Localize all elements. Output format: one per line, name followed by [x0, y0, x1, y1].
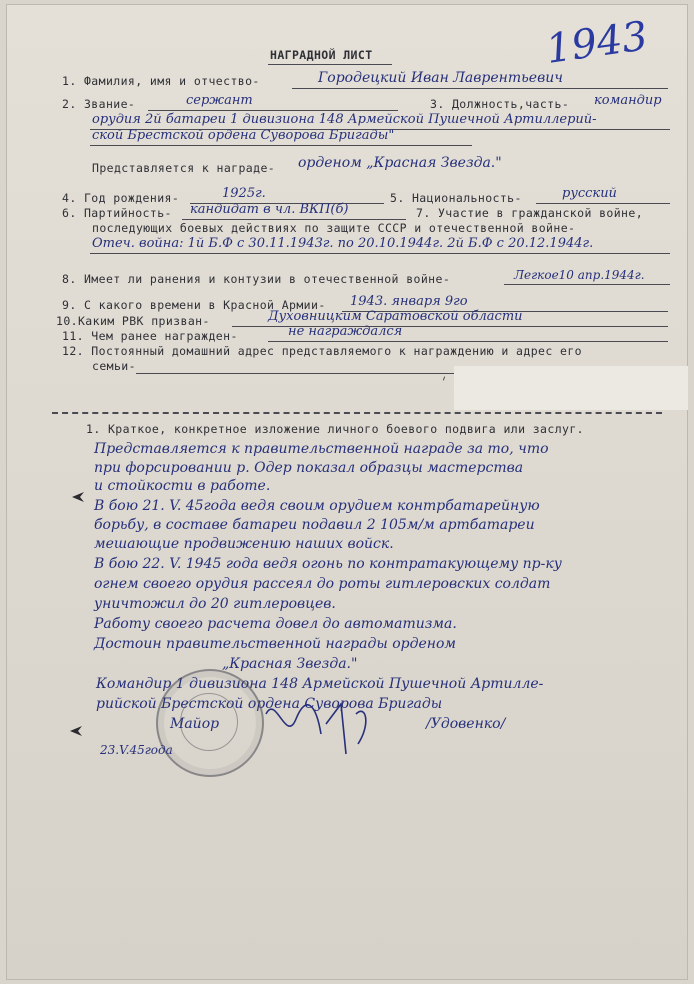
body-line-3: и стойкости в работе.: [94, 478, 271, 494]
section-divider: [52, 412, 662, 414]
blank-area: [454, 366, 688, 410]
field-1-label: 1. Фамилия, имя и отчество-: [62, 74, 260, 88]
body-line-8: огнем своего орудия рассеял до роты гитлеровских солдат: [94, 576, 551, 592]
award-value: орденом „Красная Звезда.": [298, 155, 502, 171]
document-title: НАГРАДНОЙ ЛИСТ: [270, 48, 373, 62]
field-3-cont-2: ской Брестской ордена Суворова Бригады": [92, 128, 395, 143]
field-7-line-2: последующих боевых действиях по защите СССР и отечественной войне-: [92, 221, 576, 235]
field-4-label: 4. Год рождения-: [62, 191, 180, 205]
signer-name: /Удовенко/: [426, 716, 506, 732]
corner-mark: 1943: [543, 13, 651, 73]
field-9-value: 1943. января 9го: [350, 294, 468, 309]
field-9-label: 9. С какого времени в Красной Армии-: [62, 298, 326, 312]
field-12-label: 12. Постоянный домашний адрес представляемого к награждению и адрес его: [62, 344, 582, 358]
field-12-tick: [443, 376, 445, 380]
signature-scribble: [246, 684, 386, 764]
signer-rank: Майор: [170, 716, 220, 732]
field-3-label: 3. Должность,часть-: [430, 97, 570, 111]
field-11-label: 11. Чем ранее награжден-: [62, 329, 238, 343]
field-6-value: кандидат в чл. ВКП(б): [190, 202, 349, 217]
body-line-4: В бою 21. V. 45года ведя своим орудием контрбатарейную: [94, 498, 540, 514]
body-line-11: Достоин правительственной награды орденом: [94, 636, 457, 652]
field-2-value: сержант: [186, 93, 253, 108]
body-line-2: при форсировании р. Одер показал образцы мастерства: [94, 460, 524, 476]
field-1-value: Городецкий Иван Лаврентьевич: [318, 70, 563, 86]
field-3-cont-1: орудия 2й батареи 1 дивизиона 148 Армейской Пушечной Артиллерий-: [92, 112, 597, 127]
field-4-value: 1925г.: [222, 186, 266, 201]
field-6-line: [182, 219, 406, 220]
field-3-value: командир: [594, 93, 662, 108]
section-1-label: 1. Краткое, конкретное изложение личного боевого подвига или заслуг.: [86, 422, 585, 436]
margin-mark-icon-2: [68, 724, 84, 738]
award-label: Представляется к награде-: [92, 161, 276, 175]
field-12-line-2: семьи-: [92, 359, 136, 373]
commander-line-2: рийской Брестской ордена Суворова Бригады: [96, 696, 443, 712]
field-12-line: [136, 373, 454, 374]
field-7-label: 7. Участие в гражданской войне,: [416, 206, 644, 220]
field-1-line: [292, 88, 668, 89]
margin-mark-icon: [70, 490, 86, 504]
field-7-value: Отеч. война: 1й Б.Ф с 30.11.1943г. по 20.10.1944г. 2й Б.Ф с 20.12.1944г.: [92, 236, 594, 251]
field-5-line: [536, 203, 670, 204]
body-line-10: Работу своего расчета довел до автоматизма.: [94, 616, 457, 632]
body-line-1: Представляется к правительственной награде за то, что: [94, 441, 549, 457]
field-8-line: [504, 284, 670, 285]
title-underline: [268, 64, 392, 65]
field-10-value: Духовницким Саратовской области: [268, 309, 523, 324]
field-10-label: 10.Каким РВК призван-: [56, 314, 210, 328]
field-11-value: не награждался: [288, 324, 403, 339]
field-7-line: [90, 253, 670, 254]
field-2-line: [148, 110, 398, 111]
sign-date: 23.V.45года: [100, 743, 173, 757]
field-11-line: [268, 341, 668, 342]
field-8-value: Легкое10 апр.1944г.: [514, 268, 645, 282]
field-8-label: 8. Имеет ли ранения и контузии в отечественной войне-: [62, 272, 451, 286]
body-line-7: В бою 22. V. 1945 года ведя огонь по контратакующему пр-ку: [94, 556, 562, 572]
field-3-line-2: [90, 145, 472, 146]
body-line-12: „Красная Звезда.": [222, 656, 358, 672]
field-5-value: русский: [562, 186, 617, 201]
field-6-label: 6. Партийность-: [62, 206, 172, 220]
award-sheet: [6, 4, 688, 980]
body-line-5: борьбу, в составе батареи подавил 2 105м/м артбатареи: [94, 517, 535, 533]
commander-line-1: Командир 1 дивизиона 148 Армейской Пушечной Артилле-: [96, 676, 544, 692]
field-5-label: 5. Национальность-: [390, 191, 522, 205]
field-2-label: 2. Звание-: [62, 97, 136, 111]
body-line-6: мешающие продвижению наших войск.: [94, 536, 394, 552]
body-line-9: уничтожил до 20 гитлеровцев.: [94, 596, 336, 612]
